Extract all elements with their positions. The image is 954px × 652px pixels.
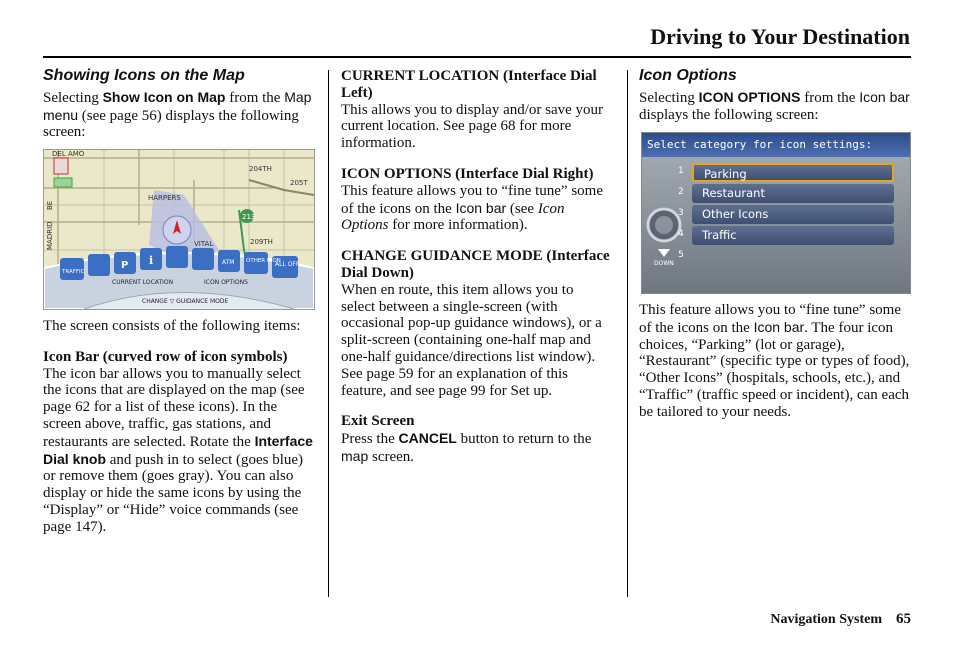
- street-204th: 204TH: [249, 165, 272, 173]
- route-shield: 213: [242, 213, 256, 221]
- intro-paragraph: Selecting Show Icon on Map from the Map menu (see page 56) displays the following screen:: [43, 88, 312, 141]
- column-1-lower: [43, 318, 319, 536]
- map-screenshot: [43, 149, 315, 310]
- street-del-amo: DEL AMO: [52, 150, 85, 158]
- category-restaurant[interactable]: Restaurant: [692, 184, 894, 203]
- category-parking[interactable]: Parking: [692, 163, 894, 182]
- column-divider: [627, 70, 628, 597]
- down-label: DOWN: [654, 260, 674, 267]
- icon-options-section-heading: Icon Options: [639, 67, 737, 84]
- page-title: Driving to Your Destination: [650, 24, 910, 49]
- other-icon-label: OTHER ICON: [246, 258, 281, 264]
- street-vital: VITAL: [194, 240, 214, 248]
- exit-screen-paragraph: Press the CANCEL button to return to the map screen.: [341, 430, 592, 465]
- item-number: 4: [678, 229, 684, 239]
- icon-options-paragraph: This feature allows you to “fine tune” some of the icons on the Icon bar (see Icon Options for more information).: [341, 182, 604, 234]
- icon-options-intro: Selecting ICON OPTIONS from the Icon bar displays the following screen:: [639, 88, 910, 123]
- column-3-lower: [639, 302, 911, 421]
- street-harpers: HARPERS: [148, 194, 181, 202]
- guidance-mode-heading: CHANGE GUIDANCE MODE (Interface Dial Down): [341, 248, 610, 281]
- screen-header: Select category for icon settings:: [642, 133, 910, 157]
- icon-info-label: i: [149, 254, 154, 267]
- category-traffic[interactable]: Traffic: [692, 226, 894, 245]
- icon-bar-paragraph: The icon bar allows you to manually select the icons that are displayed on the map (see page 62 for a list of these icons). In the screen above, traffic, gas stations, and restaurants are selected. Rotate the Interface Dial knob and push in to select (goes blue) or remove them (goes gray). You can also display or hide the same icons by using the “Display” or “Hide” voice commands (see page 147).: [43, 365, 313, 535]
- icon-bar-heading: Icon Bar (curved row of icon symbols): [43, 348, 288, 365]
- column-2: [341, 68, 611, 466]
- icon-options-screenshot: [641, 132, 911, 294]
- page-number: 65: [896, 611, 911, 627]
- section-heading: Showing Icons on the Map: [43, 67, 245, 84]
- icon-options-heading: ICON OPTIONS (Interface Dial Right): [341, 165, 594, 182]
- category-other-icons[interactable]: Other Icons: [692, 205, 894, 224]
- footer-label: Navigation System: [770, 612, 882, 627]
- map-graphic: [44, 150, 314, 309]
- item-number: 3: [678, 208, 684, 218]
- current-location-heading: CURRENT LOCATION (Interface Dial Left): [341, 68, 597, 101]
- street-be: BE: [46, 200, 54, 210]
- items-intro: The screen consists of the following items:: [43, 318, 301, 334]
- icon-traffic-label: TRAFFIC: [62, 269, 85, 275]
- item-number: 1: [678, 166, 684, 176]
- item-number: 5: [678, 250, 684, 260]
- street-205t: 205T: [290, 179, 308, 187]
- guidance-mode-paragraph: When en route, this item allows you to select between a single-screen (with occasional pop-up guidance windows), or a split-screen (containing one-half map and one-half guidance/directions list window). See page 59 for an explanation of this feature, and see page 99 for Set up.: [341, 281, 602, 399]
- street-209th: 209TH: [250, 238, 273, 246]
- column-3: [639, 68, 911, 123]
- header-rule: [43, 56, 911, 58]
- change-guidance-label: CHANGE ▽ GUIDANCE MODE: [142, 298, 229, 305]
- page-footer: [770, 611, 911, 628]
- icon-atm-label: ATM: [222, 259, 235, 266]
- current-location-paragraph: This allows you to display and/or save your current location. See page 68 for more information.: [341, 101, 604, 152]
- item-number: 2: [678, 187, 684, 197]
- icon-options-label: ICON OPTIONS: [204, 279, 248, 286]
- street-madrid: MADRID: [46, 221, 54, 250]
- icon-options-description: This feature allows you to “fine tune” some of the icons on the Icon bar. The four icon choices, “Parking” (lot or garage), “Restaurant” (specific type or types of food), “Other Icons” (hospitals, schools, etc.), and “Traffic” (traffic speed or incident), can each be tailored to your needs.: [639, 302, 910, 420]
- column-1: [43, 68, 319, 141]
- icon-parking-label: P: [121, 260, 129, 271]
- exit-screen-heading: Exit Screen: [341, 413, 415, 430]
- current-location-label: CURRENT LOCATION: [112, 279, 174, 286]
- all-off-label: ALL OFF: [275, 261, 300, 268]
- column-divider: [328, 70, 329, 597]
